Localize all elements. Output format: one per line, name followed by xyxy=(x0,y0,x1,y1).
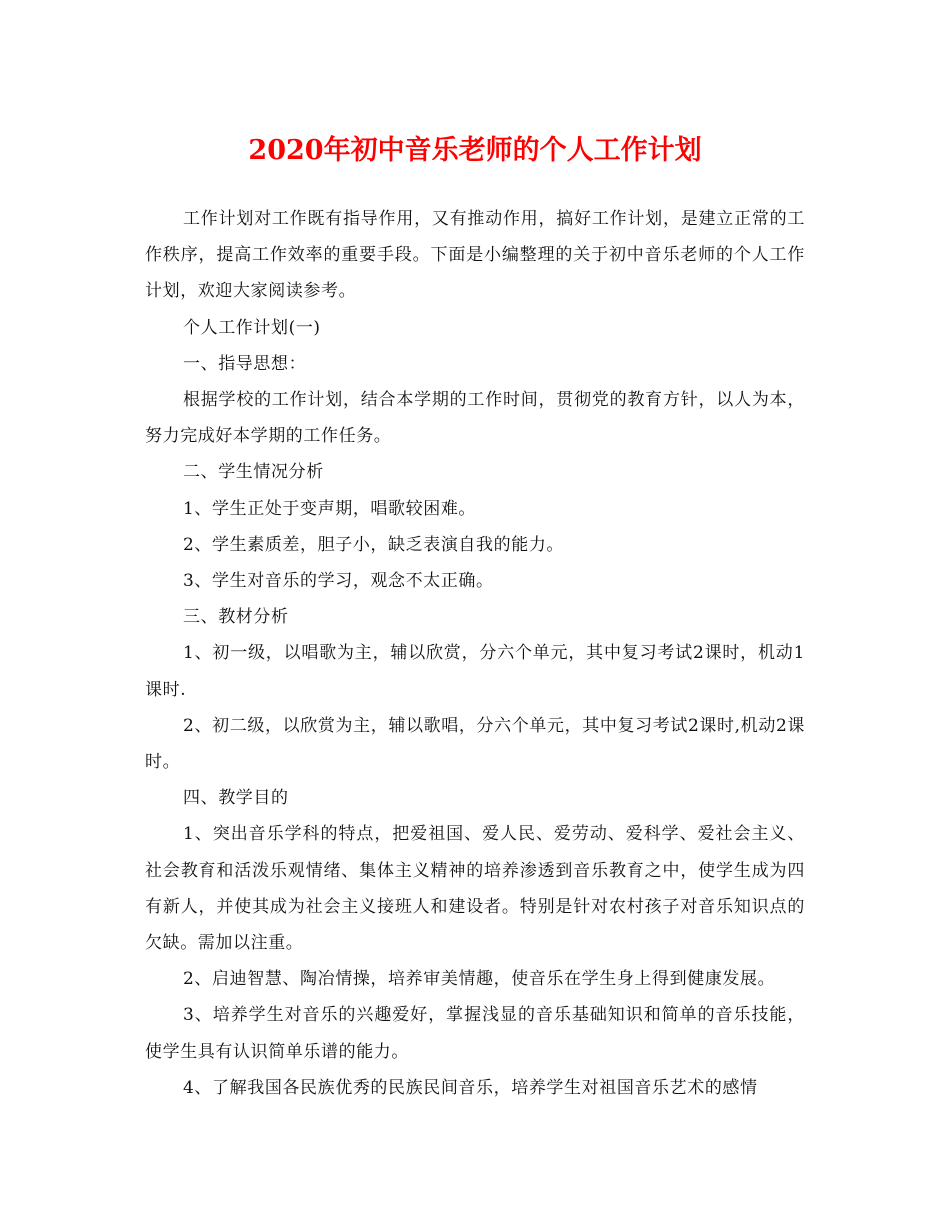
list-item: 1、学生正处于变声期，唱歌较困难。 xyxy=(183,498,477,519)
section-heading-textbook-analysis: 三、教材分析 xyxy=(183,607,289,628)
section-heading-student-analysis: 二、学生情况分析 xyxy=(183,462,324,483)
paragraph-guiding-ideology: 根据学校的工作计划，结合本学期的工作时间，贯彻党的教育方针，以人为本，努力完成好本学期的工作任务。 xyxy=(145,390,805,447)
list-item: 3、培养学生对音乐的兴趣爱好，掌握浅显的音乐基础知识和简单的音乐技能，使学生具有认识简单乐谱的能力。 xyxy=(145,1005,805,1062)
section-heading-teaching-goals: 四、教学目的 xyxy=(183,788,289,809)
list-item: 4、了解我国各民族优秀的民族民间音乐，培养学生对祖国音乐艺术的感情 xyxy=(183,1077,758,1098)
document-title: 2020年初中音乐老师的个人工作计划 xyxy=(248,135,702,166)
paragraph-intro: 工作计划对工作既有指导作用，又有推动作用，搞好工作计划，是建立正常的工作秩序，提高工作效率的重要手段。下面是小编整理的关于初中音乐老师的个人工作计划，欢迎大家阅读参考。 xyxy=(145,209,805,302)
section-heading-plan-one: 个人工作计划(一) xyxy=(183,317,321,338)
list-item: 1、突出音乐学科的特点，把爱祖国、爱人民、爱劳动、爱科学、爱社会主义、社会教育和活泼乐观情绪、集体主义精神的培养渗透到音乐教育之中，使学生成为四有新人，并使其成为社会主义接班人和建设者。特别是针对农村孩子对音乐知识点的欠缺。需加以注重。 xyxy=(145,824,805,954)
list-item: 3、学生对音乐的学习，观念不太正确。 xyxy=(183,571,494,592)
list-item: 1、初一级，以唱歌为主，辅以欣赏，分六个单元，其中复习考试2课时，机动1课时. xyxy=(145,643,805,700)
list-item: 2、学生素质差，胆子小，缺乏表演自我的能力。 xyxy=(183,534,565,555)
section-heading-guiding-ideology: 一、指导思想： xyxy=(183,353,307,374)
document-body xyxy=(145,201,805,1106)
list-item: 2、初二级，以欣赏为主，辅以歌唱，分六个单元，其中复习考试2课时,机动2课时。 xyxy=(145,715,805,773)
list-item: 2、启迪智慧、陶冶情操，培养审美情趣，使音乐在学生身上得到健康发展。 xyxy=(183,969,776,990)
